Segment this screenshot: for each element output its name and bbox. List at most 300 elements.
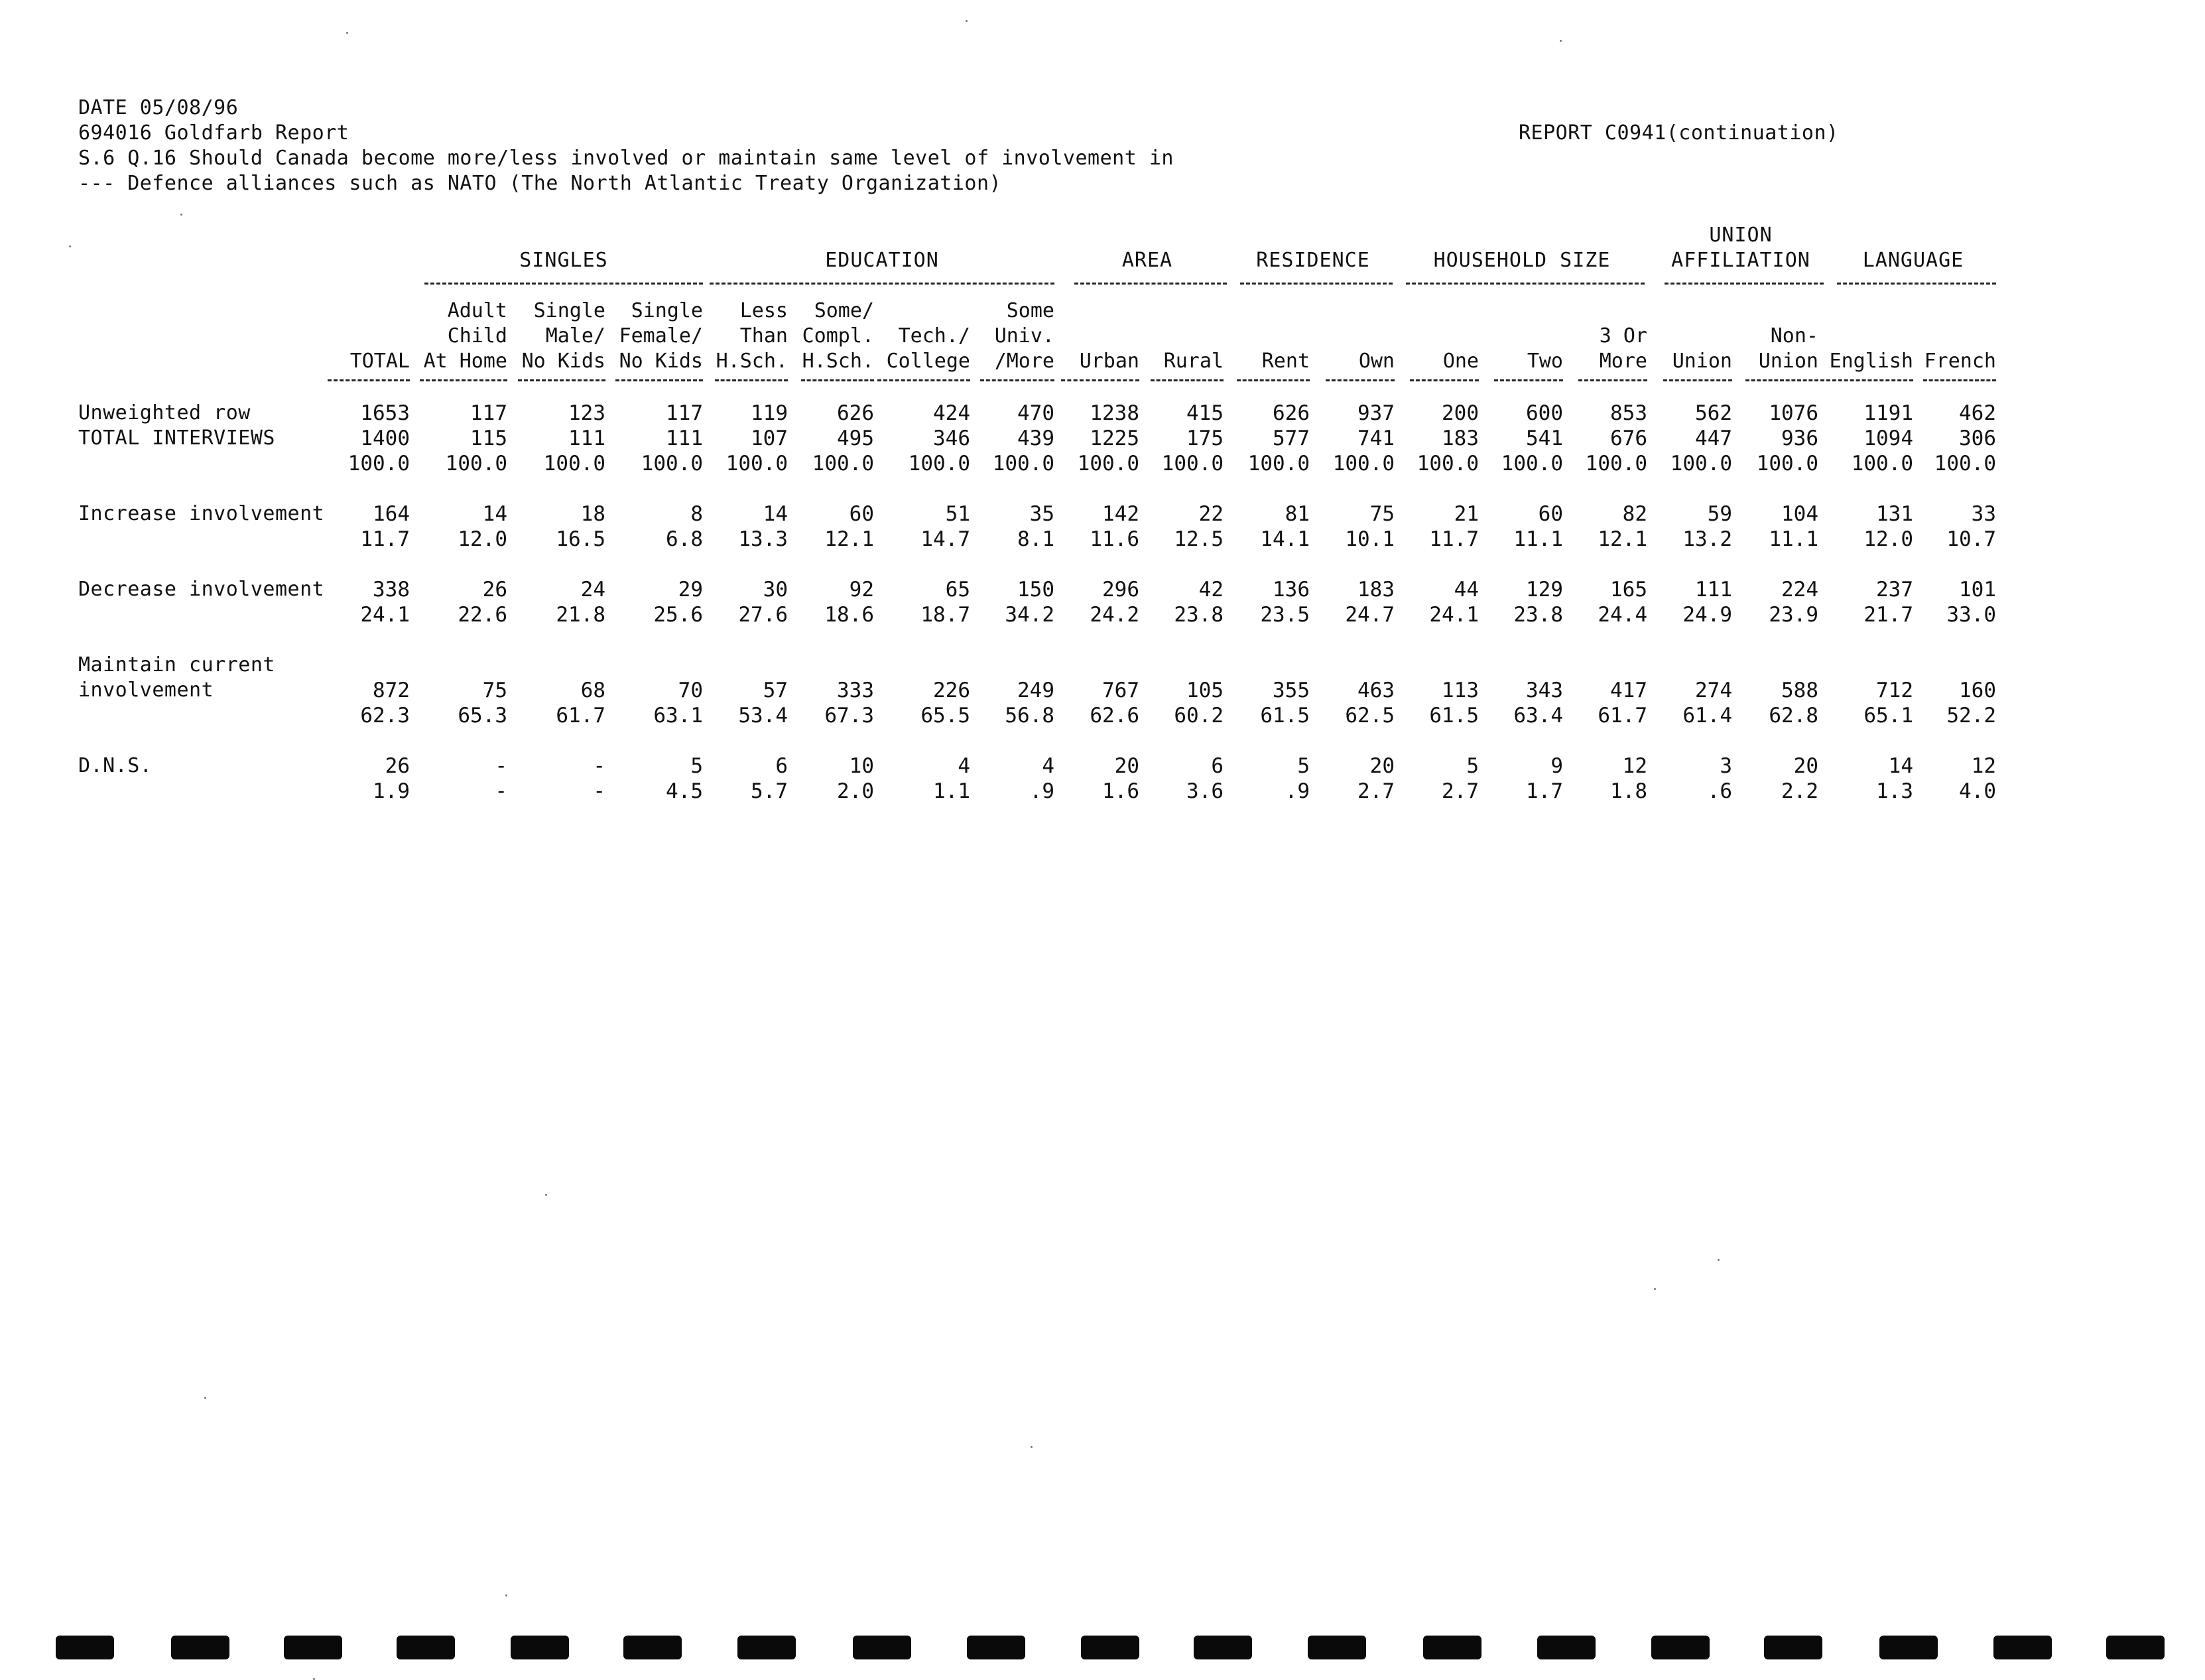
table-cell: 62.8 xyxy=(1769,704,1818,728)
table-cell: 63.4 xyxy=(1513,704,1563,728)
table-cell: 35 xyxy=(1029,502,1054,526)
table-cell: 626 xyxy=(837,401,874,425)
report-id: REPORT C0941(continuation) xyxy=(1519,121,1839,145)
table-cell: 62.6 xyxy=(1090,704,1139,728)
table-cell: 183 xyxy=(1442,426,1479,450)
table-cell: 3.6 xyxy=(1186,779,1224,803)
punch-hole xyxy=(853,1636,911,1659)
column-rule xyxy=(1663,379,1732,381)
column-header-l3: Union xyxy=(1672,350,1732,373)
table-cell: 61.7 xyxy=(1598,704,1647,728)
column-rule xyxy=(1237,379,1310,381)
table-cell: 105 xyxy=(1186,678,1224,702)
table-cell: 61.5 xyxy=(1429,704,1479,728)
column-header-l3: Own xyxy=(1358,350,1395,373)
table-cell: 12.0 xyxy=(458,527,507,551)
column-header-l3: College xyxy=(886,350,970,373)
table-cell: 160 xyxy=(1959,678,1996,702)
table-cell: 5 xyxy=(1297,754,1310,778)
column-header-l2: Non- xyxy=(1770,324,1818,348)
table-cell: 16.5 xyxy=(556,527,605,551)
table-cell: 296 xyxy=(1102,578,1139,602)
table-cell: 100.0 xyxy=(725,452,788,476)
table-cell: 23.9 xyxy=(1769,603,1818,627)
table-cell: 100.0 xyxy=(1161,452,1224,476)
table-cell: 100.0 xyxy=(992,452,1054,476)
table-cell: 56.8 xyxy=(1005,704,1054,728)
column-header-l1: Less xyxy=(739,299,788,322)
column-header-l3: /More xyxy=(994,350,1054,373)
table-cell: 1.3 xyxy=(1876,779,1913,803)
table-cell: 113 xyxy=(1442,678,1479,702)
table-cell: 20 xyxy=(1369,754,1395,778)
punch-hole xyxy=(2106,1636,2165,1659)
table-cell: 52.2 xyxy=(1946,704,1996,728)
table-cell: 123 xyxy=(568,401,605,425)
table-cell: 100.0 xyxy=(1332,452,1395,476)
table-cell: 18.6 xyxy=(824,603,874,627)
table-cell: 165 xyxy=(1610,578,1647,602)
report-name: 694016 Goldfarb Report xyxy=(78,121,349,145)
table-cell: 676 xyxy=(1610,426,1647,450)
table-cell: 5.7 xyxy=(751,779,788,803)
table-cell: 68 xyxy=(580,678,605,702)
table-cell: 936 xyxy=(1781,426,1818,450)
table-cell: 1400 xyxy=(360,426,410,450)
table-cell: 14 xyxy=(482,502,507,526)
table-cell: 23.5 xyxy=(1260,603,1310,627)
table-cell: 4.0 xyxy=(1959,779,1996,803)
table-cell: 24.1 xyxy=(1429,603,1479,627)
table-cell: 417 xyxy=(1610,678,1647,702)
group-union-affiliation: AFFILIATION xyxy=(1671,249,1810,272)
row-label-total-interviews: TOTAL INTERVIEWS xyxy=(78,426,275,450)
table-cell: 274 xyxy=(1695,678,1732,702)
table-cell: 8.1 xyxy=(1017,527,1054,551)
table-cell: 562 xyxy=(1695,401,1732,425)
table-cell: 14 xyxy=(763,502,788,526)
table-cell: 65.3 xyxy=(458,704,507,728)
scan-speck xyxy=(69,245,71,247)
group-rule-union xyxy=(1665,283,1824,285)
table-cell: 14 xyxy=(1888,754,1913,778)
table-cell: 150 xyxy=(1017,578,1054,602)
table-cell: 14.7 xyxy=(920,527,970,551)
table-cell: - xyxy=(593,779,605,803)
question-text: S.6 Q.16 Should Canada become more/less involved or maintain same level of involvement in xyxy=(78,147,1174,170)
table-cell: 81 xyxy=(1285,502,1310,526)
table-cell: 3 xyxy=(1720,754,1732,778)
table-cell: 100.0 xyxy=(347,452,410,476)
table-cell: 129 xyxy=(1526,578,1563,602)
table-cell: 70 xyxy=(678,678,703,702)
column-header-l3: Urban xyxy=(1079,350,1139,373)
table-cell: 1225 xyxy=(1090,426,1139,450)
table-cell: 11.1 xyxy=(1769,527,1818,551)
column-rule xyxy=(801,379,874,381)
group-rule-singles xyxy=(424,283,703,285)
table-cell: 2.2 xyxy=(1781,779,1818,803)
group-area: AREA xyxy=(1121,249,1173,272)
table-cell: 4 xyxy=(958,754,970,778)
table-cell: 1.1 xyxy=(933,779,970,803)
table-cell: 14.1 xyxy=(1260,527,1310,551)
table-cell: 104 xyxy=(1781,502,1818,526)
table-cell: 5 xyxy=(1466,754,1479,778)
table-cell: 61.4 xyxy=(1682,704,1732,728)
table-cell: 1.6 xyxy=(1102,779,1139,803)
table-cell: 61.5 xyxy=(1260,704,1310,728)
row-label-decrease: Decrease involvement xyxy=(78,578,325,601)
table-cell: 346 xyxy=(933,426,970,450)
column-header-l3: H.Sch. xyxy=(802,350,874,373)
table-cell: 200 xyxy=(1442,401,1479,425)
table-cell: - xyxy=(593,754,605,778)
column-header-l2: 3 Or xyxy=(1599,324,1647,348)
table-cell: 29 xyxy=(678,578,703,602)
column-rule xyxy=(1820,379,1913,381)
scan-speck xyxy=(505,1594,507,1596)
table-cell: 1.9 xyxy=(373,779,410,803)
scan-speck xyxy=(204,1397,206,1399)
table-cell: 63.1 xyxy=(653,704,703,728)
column-header-l1: Adult xyxy=(447,299,507,322)
table-cell: 447 xyxy=(1695,426,1732,450)
column-rule xyxy=(1745,379,1818,381)
group-language: LANGUAGE xyxy=(1862,249,1964,272)
column-rule xyxy=(1923,379,1996,381)
table-cell: 61.7 xyxy=(556,704,605,728)
table-cell: 333 xyxy=(837,678,874,702)
table-cell: 183 xyxy=(1357,578,1395,602)
table-cell: 306 xyxy=(1959,426,1996,450)
table-cell: 26 xyxy=(482,578,507,602)
table-cell: 11.7 xyxy=(360,527,410,551)
punch-hole xyxy=(737,1636,796,1659)
table-cell: 1.7 xyxy=(1526,779,1563,803)
table-cell: 53.4 xyxy=(738,704,788,728)
table-cell: 65.5 xyxy=(920,704,970,728)
table-cell: 100.0 xyxy=(1851,452,1913,476)
column-rule xyxy=(1494,379,1563,381)
punch-hole xyxy=(1194,1636,1252,1659)
table-cell: 21 xyxy=(1454,502,1479,526)
group-rule-household xyxy=(1406,283,1645,285)
punch-hole xyxy=(1423,1636,1481,1659)
table-cell: 111 xyxy=(568,426,605,450)
table-cell: 100.0 xyxy=(812,452,874,476)
table-cell: 21.7 xyxy=(1863,603,1913,627)
table-cell: 119 xyxy=(751,401,788,425)
table-cell: .9 xyxy=(1029,779,1054,803)
table-cell: 21.8 xyxy=(556,603,605,627)
table-cell: 12.1 xyxy=(824,527,874,551)
punch-hole xyxy=(171,1636,229,1659)
scan-speck xyxy=(180,214,182,216)
table-cell: 24.7 xyxy=(1345,603,1395,627)
table-cell: 11.7 xyxy=(1429,527,1479,551)
table-cell: 101 xyxy=(1959,578,1996,602)
table-cell: 92 xyxy=(849,578,874,602)
punch-hole xyxy=(56,1636,114,1659)
table-cell: 22 xyxy=(1198,502,1224,526)
column-header-l1: Single xyxy=(631,299,703,322)
punch-hole xyxy=(1081,1636,1139,1659)
table-cell: 6 xyxy=(1211,754,1224,778)
table-cell: 541 xyxy=(1526,426,1563,450)
table-cell: - xyxy=(495,754,507,778)
table-cell: 30 xyxy=(763,578,788,602)
table-cell: 82 xyxy=(1622,502,1647,526)
table-cell: 136 xyxy=(1273,578,1310,602)
column-header-l2: Than xyxy=(739,324,788,348)
table-cell: 2.7 xyxy=(1357,779,1395,803)
table-cell: 23.8 xyxy=(1513,603,1563,627)
row-label-increase: Increase involvement xyxy=(78,502,325,525)
table-cell: 11.1 xyxy=(1513,527,1563,551)
column-header-l3: French xyxy=(1924,350,1996,373)
table-cell: 117 xyxy=(470,401,507,425)
column-header-l2: Female/ xyxy=(619,324,703,348)
group-household-size: HOUSEHOLD SIZE xyxy=(1433,249,1611,272)
column-rule xyxy=(877,379,970,381)
table-cell: 8 xyxy=(690,502,703,526)
table-cell: 60 xyxy=(1538,502,1563,526)
table-cell: 111 xyxy=(1695,578,1732,602)
scan-speck xyxy=(346,32,348,34)
column-rule xyxy=(1151,379,1224,381)
table-cell: 12.0 xyxy=(1863,527,1913,551)
group-singles: SINGLES xyxy=(519,249,608,272)
table-cell: 100.0 xyxy=(641,452,703,476)
table-cell: 6.8 xyxy=(666,527,703,551)
column-header-l3: No Kids xyxy=(619,350,703,373)
table-cell: 853 xyxy=(1610,401,1647,425)
table-cell: 13.3 xyxy=(738,527,788,551)
scan-speck xyxy=(966,20,968,22)
scan-speck xyxy=(1560,40,1562,42)
table-cell: 117 xyxy=(666,401,703,425)
table-cell: 100.0 xyxy=(543,452,605,476)
report-date: DATE 05/08/96 xyxy=(78,96,239,119)
table-cell: 463 xyxy=(1357,678,1395,702)
column-header-l3: One xyxy=(1442,350,1479,373)
table-cell: 100.0 xyxy=(445,452,507,476)
table-cell: 11.6 xyxy=(1090,527,1139,551)
table-cell: 20 xyxy=(1114,754,1139,778)
punch-hole xyxy=(623,1636,682,1659)
table-cell: 60.2 xyxy=(1174,704,1224,728)
table-cell: 12 xyxy=(1971,754,1996,778)
column-rule xyxy=(1410,379,1479,381)
table-cell: 1076 xyxy=(1769,401,1818,425)
table-cell: 100.0 xyxy=(908,452,970,476)
row-label-involvement: involvement xyxy=(78,678,214,702)
table-cell: 65 xyxy=(945,578,970,602)
table-cell: 2.0 xyxy=(837,779,874,803)
table-cell: 4 xyxy=(1042,754,1054,778)
table-cell: 1094 xyxy=(1863,426,1913,450)
table-cell: 343 xyxy=(1526,678,1563,702)
column-rule xyxy=(980,379,1054,381)
table-cell: 937 xyxy=(1357,401,1395,425)
column-rule xyxy=(615,379,703,381)
table-cell: 24.9 xyxy=(1682,603,1732,627)
column-header-l3: TOTAL xyxy=(349,350,410,373)
table-cell: 462 xyxy=(1959,401,1996,425)
group-rule-language xyxy=(1837,283,1996,285)
column-rule xyxy=(1061,379,1139,381)
punch-hole xyxy=(1651,1636,1710,1659)
table-cell: 20 xyxy=(1793,754,1818,778)
column-header-l2: Male/ xyxy=(545,324,605,348)
table-cell: 12.5 xyxy=(1174,527,1224,551)
table-cell: 355 xyxy=(1273,678,1310,702)
table-cell: 588 xyxy=(1781,678,1818,702)
group-rule-residence xyxy=(1240,283,1393,285)
punch-hole xyxy=(284,1636,342,1659)
punch-hole xyxy=(397,1636,455,1659)
table-cell: 23.8 xyxy=(1174,603,1224,627)
table-cell: .6 xyxy=(1707,779,1732,803)
column-header-l3: English xyxy=(1829,350,1913,373)
table-cell: - xyxy=(495,779,507,803)
table-cell: 44 xyxy=(1454,578,1479,602)
table-cell: 100.0 xyxy=(1670,452,1732,476)
column-header-l3: Rural xyxy=(1163,350,1224,373)
punch-hole xyxy=(1764,1636,1822,1659)
table-cell: 249 xyxy=(1017,678,1054,702)
table-cell: 12 xyxy=(1622,754,1647,778)
table-cell: 33 xyxy=(1971,502,1996,526)
table-cell: 62.5 xyxy=(1345,704,1395,728)
group-union: UNION xyxy=(1709,224,1773,247)
table-cell: 111 xyxy=(666,426,703,450)
column-header-l3: H.Sch. xyxy=(716,350,788,373)
table-cell: 67.3 xyxy=(824,704,874,728)
punch-hole xyxy=(1308,1636,1366,1659)
column-rule xyxy=(328,379,410,381)
column-header-l3: At Home xyxy=(423,350,507,373)
scan-speck xyxy=(545,1194,547,1196)
table-cell: 767 xyxy=(1102,678,1139,702)
table-cell: 34.2 xyxy=(1005,603,1054,627)
table-cell: 1191 xyxy=(1863,401,1913,425)
table-cell: 495 xyxy=(837,426,874,450)
column-rule xyxy=(518,379,605,381)
table-cell: 131 xyxy=(1876,502,1913,526)
table-cell: 26 xyxy=(385,754,410,778)
table-cell: 42 xyxy=(1198,578,1224,602)
column-header-l1: Some xyxy=(1006,299,1054,322)
scan-speck xyxy=(1654,1288,1656,1290)
table-cell: 13.2 xyxy=(1682,527,1732,551)
table-cell: 18.7 xyxy=(920,603,970,627)
table-cell: 2.7 xyxy=(1442,779,1479,803)
column-header-l2: Child xyxy=(447,324,507,348)
table-cell: 100.0 xyxy=(1585,452,1647,476)
table-cell: 224 xyxy=(1781,578,1818,602)
table-cell: 175 xyxy=(1186,426,1224,450)
column-header-l1: Single xyxy=(533,299,605,322)
table-cell: 24.4 xyxy=(1598,603,1647,627)
table-cell: 27.6 xyxy=(738,603,788,627)
column-header-l3: No Kids xyxy=(521,350,605,373)
scan-speck xyxy=(1718,1259,1720,1261)
column-header-l2: Compl. xyxy=(802,324,874,348)
subquestion-text: --- Defence alliances such as NATO (The North Atlantic Treaty Organization) xyxy=(78,172,1002,195)
group-residence: RESIDENCE xyxy=(1256,249,1370,272)
column-header-l3: Union xyxy=(1758,350,1818,373)
table-cell: 115 xyxy=(470,426,507,450)
table-cell: 9 xyxy=(1550,754,1563,778)
table-cell: 22.6 xyxy=(458,603,507,627)
row-label-maintain: Maintain current xyxy=(78,653,275,677)
table-cell: 100.0 xyxy=(1934,452,1996,476)
table-cell: 712 xyxy=(1876,678,1913,702)
punch-hole xyxy=(967,1636,1025,1659)
table-cell: 100.0 xyxy=(1077,452,1139,476)
table-cell: .9 xyxy=(1285,779,1310,803)
scan-speck xyxy=(1031,1446,1033,1448)
column-rule xyxy=(1326,379,1395,381)
punch-hole xyxy=(511,1636,569,1659)
punch-hole xyxy=(1537,1636,1596,1659)
column-rule xyxy=(1578,379,1647,381)
table-cell: 51 xyxy=(945,502,970,526)
group-education: EDUCATION xyxy=(825,249,939,272)
table-cell: 626 xyxy=(1273,401,1310,425)
table-cell: 24 xyxy=(580,578,605,602)
table-cell: 100.0 xyxy=(1417,452,1479,476)
table-cell: 4.5 xyxy=(666,779,703,803)
table-cell: 100.0 xyxy=(1756,452,1818,476)
table-cell: 24.1 xyxy=(360,603,410,627)
column-rule xyxy=(715,379,788,381)
table-cell: 25.6 xyxy=(653,603,703,627)
table-cell: 10 xyxy=(849,754,874,778)
row-label-unweighted: Unweighted row xyxy=(78,401,251,424)
row-label-dns: D.N.S. xyxy=(78,754,153,777)
table-cell: 415 xyxy=(1186,401,1224,425)
table-cell: 1653 xyxy=(360,401,410,425)
column-header-l3: Rent xyxy=(1261,350,1310,373)
table-cell: 424 xyxy=(933,401,970,425)
punch-hole xyxy=(1993,1636,2052,1659)
table-cell: 142 xyxy=(1102,502,1139,526)
table-cell: 6 xyxy=(775,754,788,778)
column-header-l1: Some/ xyxy=(814,299,874,322)
table-cell: 59 xyxy=(1707,502,1732,526)
column-header-l3: More xyxy=(1599,350,1647,373)
table-cell: 600 xyxy=(1526,401,1563,425)
table-cell: 107 xyxy=(751,426,788,450)
table-cell: 100.0 xyxy=(1247,452,1310,476)
table-cell: 75 xyxy=(1369,502,1395,526)
table-cell: 237 xyxy=(1876,578,1913,602)
table-cell: 439 xyxy=(1017,426,1054,450)
table-cell: 60 xyxy=(849,502,874,526)
table-cell: 5 xyxy=(690,754,703,778)
column-rule xyxy=(420,379,507,381)
table-cell: 10.7 xyxy=(1946,527,1996,551)
table-cell: 1238 xyxy=(1090,401,1139,425)
table-cell: 57 xyxy=(763,678,788,702)
table-cell: 577 xyxy=(1273,426,1310,450)
column-header-l2: Tech./ xyxy=(898,324,970,348)
table-cell: 65.1 xyxy=(1863,704,1913,728)
table-cell: 12.1 xyxy=(1598,527,1647,551)
